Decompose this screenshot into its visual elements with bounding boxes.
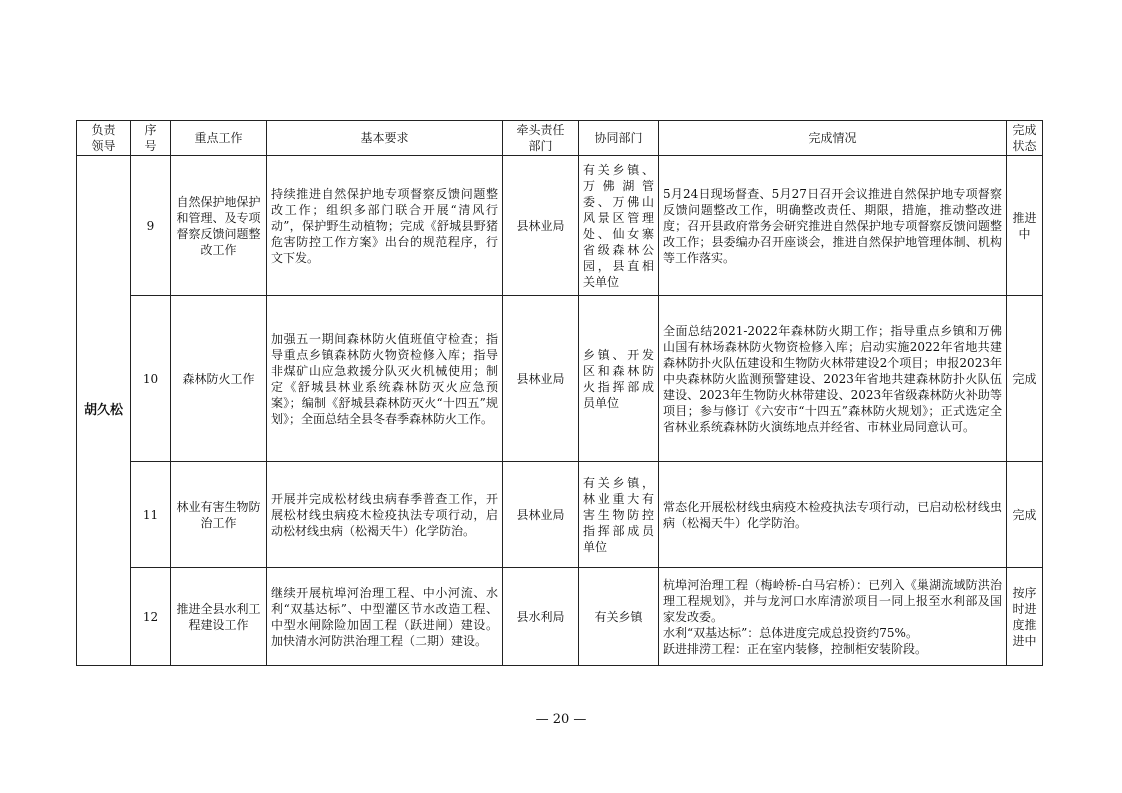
header-status: 完成 状态: [1007, 121, 1043, 156]
header-task: 重点工作: [171, 121, 267, 156]
row-requirement: 开展并完成松材线虫病春季普查工作，开展松材线虫病疫木检疫执法专项行动，启动松材线虫病（松褐天牛）化学防治。: [267, 462, 503, 568]
row-seq: 11: [131, 462, 171, 568]
row-task: 推进全县水利工程建设工作: [171, 568, 267, 666]
row-status: 完成: [1007, 462, 1043, 568]
row-seq: 10: [131, 296, 171, 462]
row-progress: 常态化开展松材线虫病疫木检疫执法专项行动，已启动松材线虫病（松褐天牛）化学防治。: [659, 462, 1007, 568]
row-task: 自然保护地保护和管理、及专项督察反馈问题整改工作: [171, 156, 267, 296]
page-number: — 20 —: [535, 712, 587, 727]
row-lead-dept: 县林业局: [503, 462, 579, 568]
leader-name: 胡久松: [77, 156, 131, 666]
table-row: [77, 296, 1043, 462]
row-lead-dept: 县水利局: [503, 568, 579, 666]
row-lead-dept: 县林业局: [503, 156, 579, 296]
table-row: [77, 156, 1043, 296]
row-progress: 全面总结2021-2022年森林防火期工作；指导重点乡镇和万佛山国有林场森林防火物资检修入库；启动实施2022年省地共建森林防扑火队伍建设和生物防火林带建设2个项目；申报2023年中央森林防火监测预警建设、2023年省地共建森林防扑火队伍建设、2023年生物防火林带建设、2023年省级森林防火补助等项目；参与修订《六安市“十四五”森林防火规划》；正式选定全省林业系统森林防火演练地点并经省、市林业局同意认可。: [659, 296, 1007, 462]
row-progress: 5月24日现场督查、5月27日召开会议推进自然保护地专项督察反馈问题整改工作，明确整改责任、期限，措施，推动整改进度；召开县政府常务会研究推进自然保护地专项督察反馈问题整改工作；县委编办召开座谈会，推进自然保护地管理体制、机构等工作落实。: [659, 156, 1007, 296]
table-row: [77, 568, 1043, 666]
row-lead-dept: 县林业局: [503, 296, 579, 462]
row-requirement: 继续开展杭埠河治理工程、中小河流、水利“双基达标”、中型灌区节水改造工程、中型水闸除险加固工程（跃进闸）建设。加快清水河防洪治理工程（二期）建设。: [267, 568, 503, 666]
row-status: 完成: [1007, 296, 1043, 462]
progress-line: 杭埠河治理工程（梅岭桥-白马宕桥）：已列入《巢湖流域防洪治理工程规划》，并与龙河口水库清淤项目一同上报至水利部及国家发改委。: [663, 577, 1002, 624]
header-row: [77, 121, 1043, 156]
row-task: 林业有害生物防治工作: [171, 462, 267, 568]
progress-line: 跃进排涝工程：正在室内装修，控制柜安装阶段。: [663, 641, 928, 656]
header-leader-l2: 领导: [91, 139, 116, 153]
work-table: [76, 120, 1043, 666]
header-leader: [77, 121, 131, 156]
header-seq: 序 号: [131, 121, 171, 156]
row-task: 森林防火工作: [171, 296, 267, 462]
row-seq: 12: [131, 568, 171, 666]
row-progress: [659, 568, 1007, 666]
row-coop-dept: 乡镇、开发区和森林防火指挥部成员单位: [579, 296, 659, 462]
header-requirement: 基本要求: [267, 121, 503, 156]
row-requirement: 加强五一期间森林防火值班值守检查；指导重点乡镇森林防火物资检修入库；指导非煤矿山应急救援分队灭火机械使用；制定《舒城县林业系统森林防灭火应急预案》；编制《舒城县森林防灭火“十四五”规划》；全面总结全县冬春季森林防火工作。: [267, 296, 503, 462]
header-coop-dept: 协同部门: [579, 121, 659, 156]
header-progress: 完成情况: [659, 121, 1007, 156]
progress-line: 水利“双基达标”：总体进度完成总投资约75%。: [663, 625, 918, 640]
header-leader-l1: 负责: [91, 123, 116, 137]
row-requirement: 持续推进自然保护地专项督察反馈问题整改工作；组织多部门联合开展“清风行动”，保护野生动植物；完成《舒城县野猪危害防控工作方案》出台的规范程序，行文下发。: [267, 156, 503, 296]
row-seq: 9: [131, 156, 171, 296]
row-status: 推进中: [1007, 156, 1043, 296]
row-status: 按序时进度推进中: [1007, 568, 1043, 666]
row-coop-dept: 有关乡镇、万佛湖管委、万佛山风景区管理处、仙女寨省级森林公园，县直相关单位: [579, 156, 659, 296]
row-coop-dept: 有关乡镇，林业重大有害生物防控指挥部成员单位: [579, 462, 659, 568]
table-row: [77, 462, 1043, 568]
row-coop-dept: 有关乡镇: [579, 568, 659, 666]
header-lead-dept: 牵头责任 部门: [503, 121, 579, 156]
